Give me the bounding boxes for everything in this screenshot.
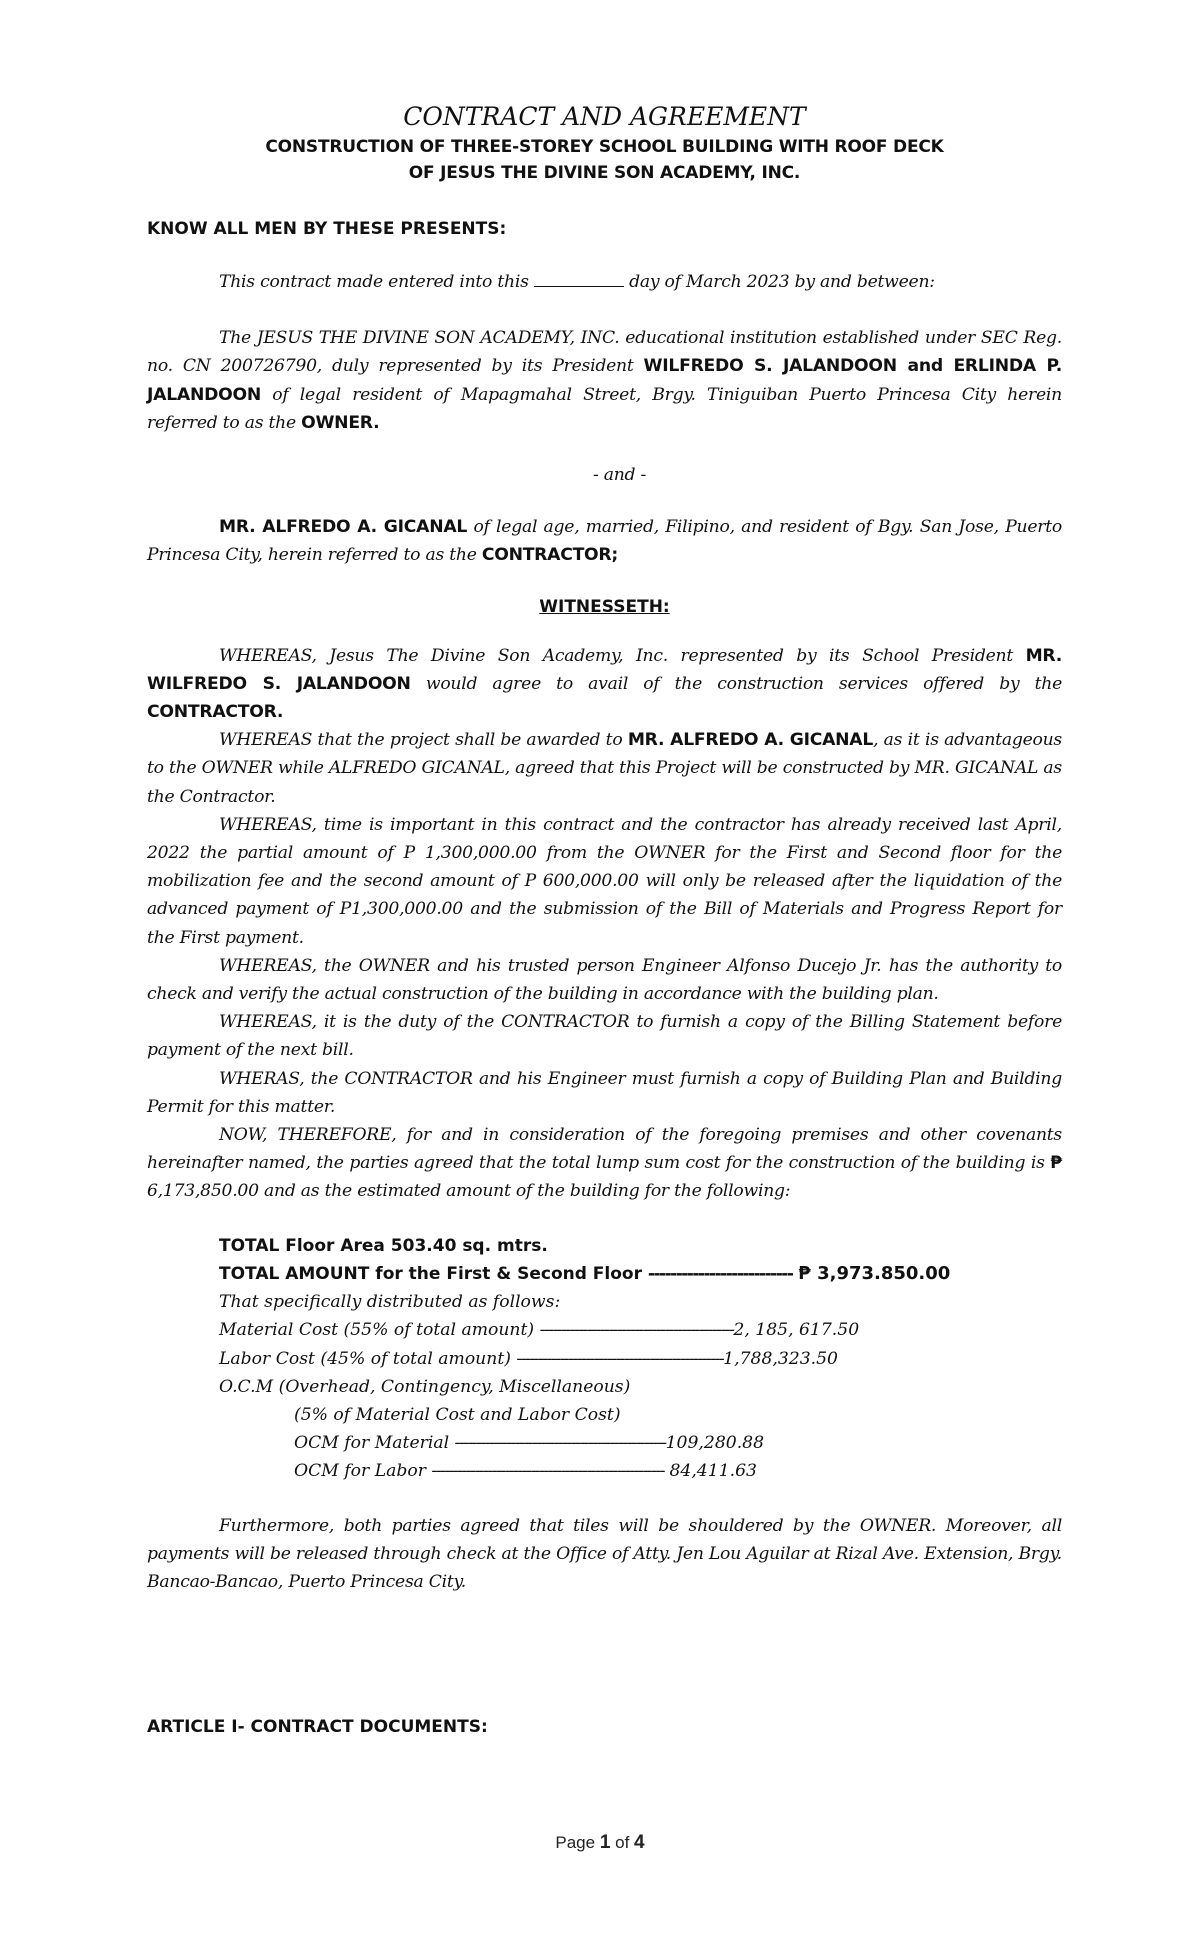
owner-label: OWNER. xyxy=(301,412,380,433)
intro-text-1: This contract made entered into this xyxy=(219,272,529,292)
ocm-material-label: OCM for Material xyxy=(294,1433,450,1454)
whereas-3: WHEREAS, time is important in this contract and the contractor has already received last April, 2022 the partial amount of P 1,300,000.00 from the OWNER for the First and Second floor for the mobilization fee and the second amount of P 600,000.00 will only be released after the liquidation of the advanced payment of P1,300,000.00 and the submission of the Bill of Materials and Progress Report for the First payment. xyxy=(147,814,1062,948)
intro-paragraph xyxy=(147,268,1062,296)
labor-cost-label: Labor Cost (45% of total amount) xyxy=(219,1348,511,1369)
floor-area: TOTAL Floor Area 503.40 sq. mtrs. xyxy=(219,1235,548,1256)
leader-dashes: --------------------------------------------- xyxy=(539,1320,734,1341)
now-therefore-paragraph xyxy=(147,1121,1062,1206)
whereas-1-text-2: would agree to avail of the construction services offered by the xyxy=(410,673,1063,694)
ocm-material-row xyxy=(294,1429,1062,1457)
owner-text-3: of legal resident of Mapagmahal Street, Brgy. Tiniguiban Puerto Princesa City herein referred to as the xyxy=(147,384,1062,433)
ocm-labor-label: OCM for Labor xyxy=(294,1461,426,1482)
owner-president-name: WILFREDO S. JALANDOON xyxy=(643,356,897,377)
whereas-2-contractor-name: MR. ALFREDO A. GICANAL xyxy=(627,730,874,751)
total-amount-row xyxy=(219,1260,1062,1288)
whereas-2-text-2: , as it is advantageous to the OWNER while ALFREDO GICANAL, agreed that this Project will be constructed by MR. GICANAL as the Contractor. xyxy=(147,730,1063,807)
and-separator: - and - xyxy=(592,465,647,486)
leader-dashes: ------------------------------------------------------ xyxy=(431,1461,664,1482)
material-cost-row xyxy=(219,1316,1062,1344)
cost-breakdown xyxy=(219,1232,1062,1486)
footer-page-number: 1 xyxy=(599,1832,611,1853)
ocm-labor-value: 84,411.63 xyxy=(664,1461,757,1482)
whereas-2 xyxy=(147,726,1062,811)
leader-dashes: -------------------------- xyxy=(647,1263,793,1284)
whereas-6: WHERAS, the CONTRACTOR and his Engineer must furnish a copy of Building Plan and Building Permit for this matter. xyxy=(147,1068,1062,1117)
labor-cost-row xyxy=(219,1345,1062,1373)
ocm-note: (5% of Material Cost and Labor Cost) xyxy=(294,1404,621,1425)
ocm-labor-row xyxy=(294,1457,1062,1485)
whereas-1-president: MR. WILFREDO S. JALANDOON xyxy=(147,645,1062,694)
contractor-paragraph xyxy=(147,513,1062,569)
footer-of-word: of xyxy=(615,1833,630,1852)
labor-cost-value: 1,788,323.50 xyxy=(723,1348,838,1369)
material-cost-value: 2, 185, 617.50 xyxy=(733,1320,860,1341)
know-all-heading: KNOW ALL MEN BY THESE PRESENTS: xyxy=(147,219,507,239)
contractor-text: of legal age, married, Filipino, and resident of Bgy. San Jose, Puerto Princesa City, herein referred to as the xyxy=(147,517,1062,566)
document-title: CONTRACT AND AGREEMENT xyxy=(403,102,806,131)
material-cost-label: Material Cost (55% of total amount) xyxy=(219,1320,535,1341)
witnesseth-heading: WITNESSETH: xyxy=(539,596,670,617)
total-amount-value: ₱ 3,973.850.00 xyxy=(798,1262,951,1284)
contractor-label: CONTRACTOR; xyxy=(481,545,619,566)
owner-text-1: The JESUS THE DIVINE SON ACADEMY, INC. educational institution established under SEC Reg. no. CN 200726790, duly represented by its President xyxy=(147,328,1062,377)
peso-sign: ₱ xyxy=(1050,1153,1062,1174)
whereas-1-contractor: CONTRACTOR. xyxy=(147,702,284,723)
whereas-5: WHEREAS, it is the duty of the CONTRACTOR to furnish a copy of the Billing Statement before payment of the next bill. xyxy=(147,1012,1062,1061)
leader-dashes: ------------------------------------------------ xyxy=(516,1348,724,1369)
now-therefore-text-1: NOW, THEREFORE, for and in consideration of the foregoing premises and other covenants hereinafter named, the parties agreed that the total lump sum cost for the construction of the building is xyxy=(147,1125,1062,1174)
total-amount-label: TOTAL AMOUNT for the First & Second Floor xyxy=(219,1263,642,1284)
now-therefore-text-2: 6,173,850.00 and as the estimated amount of the building for the following: xyxy=(147,1181,791,1202)
footer-page-word: Page xyxy=(555,1833,596,1852)
footer-page-total: 4 xyxy=(634,1832,645,1853)
furthermore-paragraph: Furthermore, both parties agreed that tiles will be shouldered by the OWNER. Moreover, all payments will be released through check at the Office of Atty. Jen Lou Aguilar at Rizal Ave. Extension, Brgy. Bancao-Bancao, Puerto Princesa City. xyxy=(147,1515,1062,1592)
distributed-note: That specifically distributed as follows: xyxy=(219,1292,561,1313)
document-subtitle-line1: CONSTRUCTION OF THREE-STOREY SCHOOL BUILDING WITH ROOF DECK xyxy=(265,137,944,157)
document-subtitle-line2: OF JESUS THE DIVINE SON ACADEMY, INC. xyxy=(408,163,801,183)
owner-second-name: ERLINDA P. JALANDOON xyxy=(147,356,1062,405)
ocm-label: O.C.M (Overhead, Contingency, Miscellaneous) xyxy=(219,1376,631,1397)
intro-text-2: day of March 2023 by and between: xyxy=(629,272,935,292)
owner-paragraph xyxy=(147,324,1062,437)
whereas-1-text-1: WHEREAS, Jesus The Divine Son Academy, Inc. represented by its School President xyxy=(219,645,1026,666)
contractor-name: MR. ALFREDO A. GICANAL xyxy=(219,517,468,538)
document-body xyxy=(147,100,1062,1740)
page-footer xyxy=(0,1832,1200,1854)
whereas-1 xyxy=(147,642,1062,727)
whereas-4: WHEREAS, the OWNER and his trusted person Engineer Alfonso Ducejo Jr. has the authority to check and verify the actual construction of the building in accordance with the building plan. xyxy=(147,955,1062,1005)
leader-dashes: ------------------------------------------------- xyxy=(454,1433,666,1454)
owner-and: and xyxy=(896,356,954,377)
article-1-heading: ARTICLE I- CONTRACT DOCUMENTS: xyxy=(147,1717,488,1738)
date-blank xyxy=(534,268,624,287)
whereas-2-text-1: WHEREAS that the project shall be awarded to xyxy=(219,730,628,751)
ocm-material-value: 109,280.88 xyxy=(665,1433,765,1454)
